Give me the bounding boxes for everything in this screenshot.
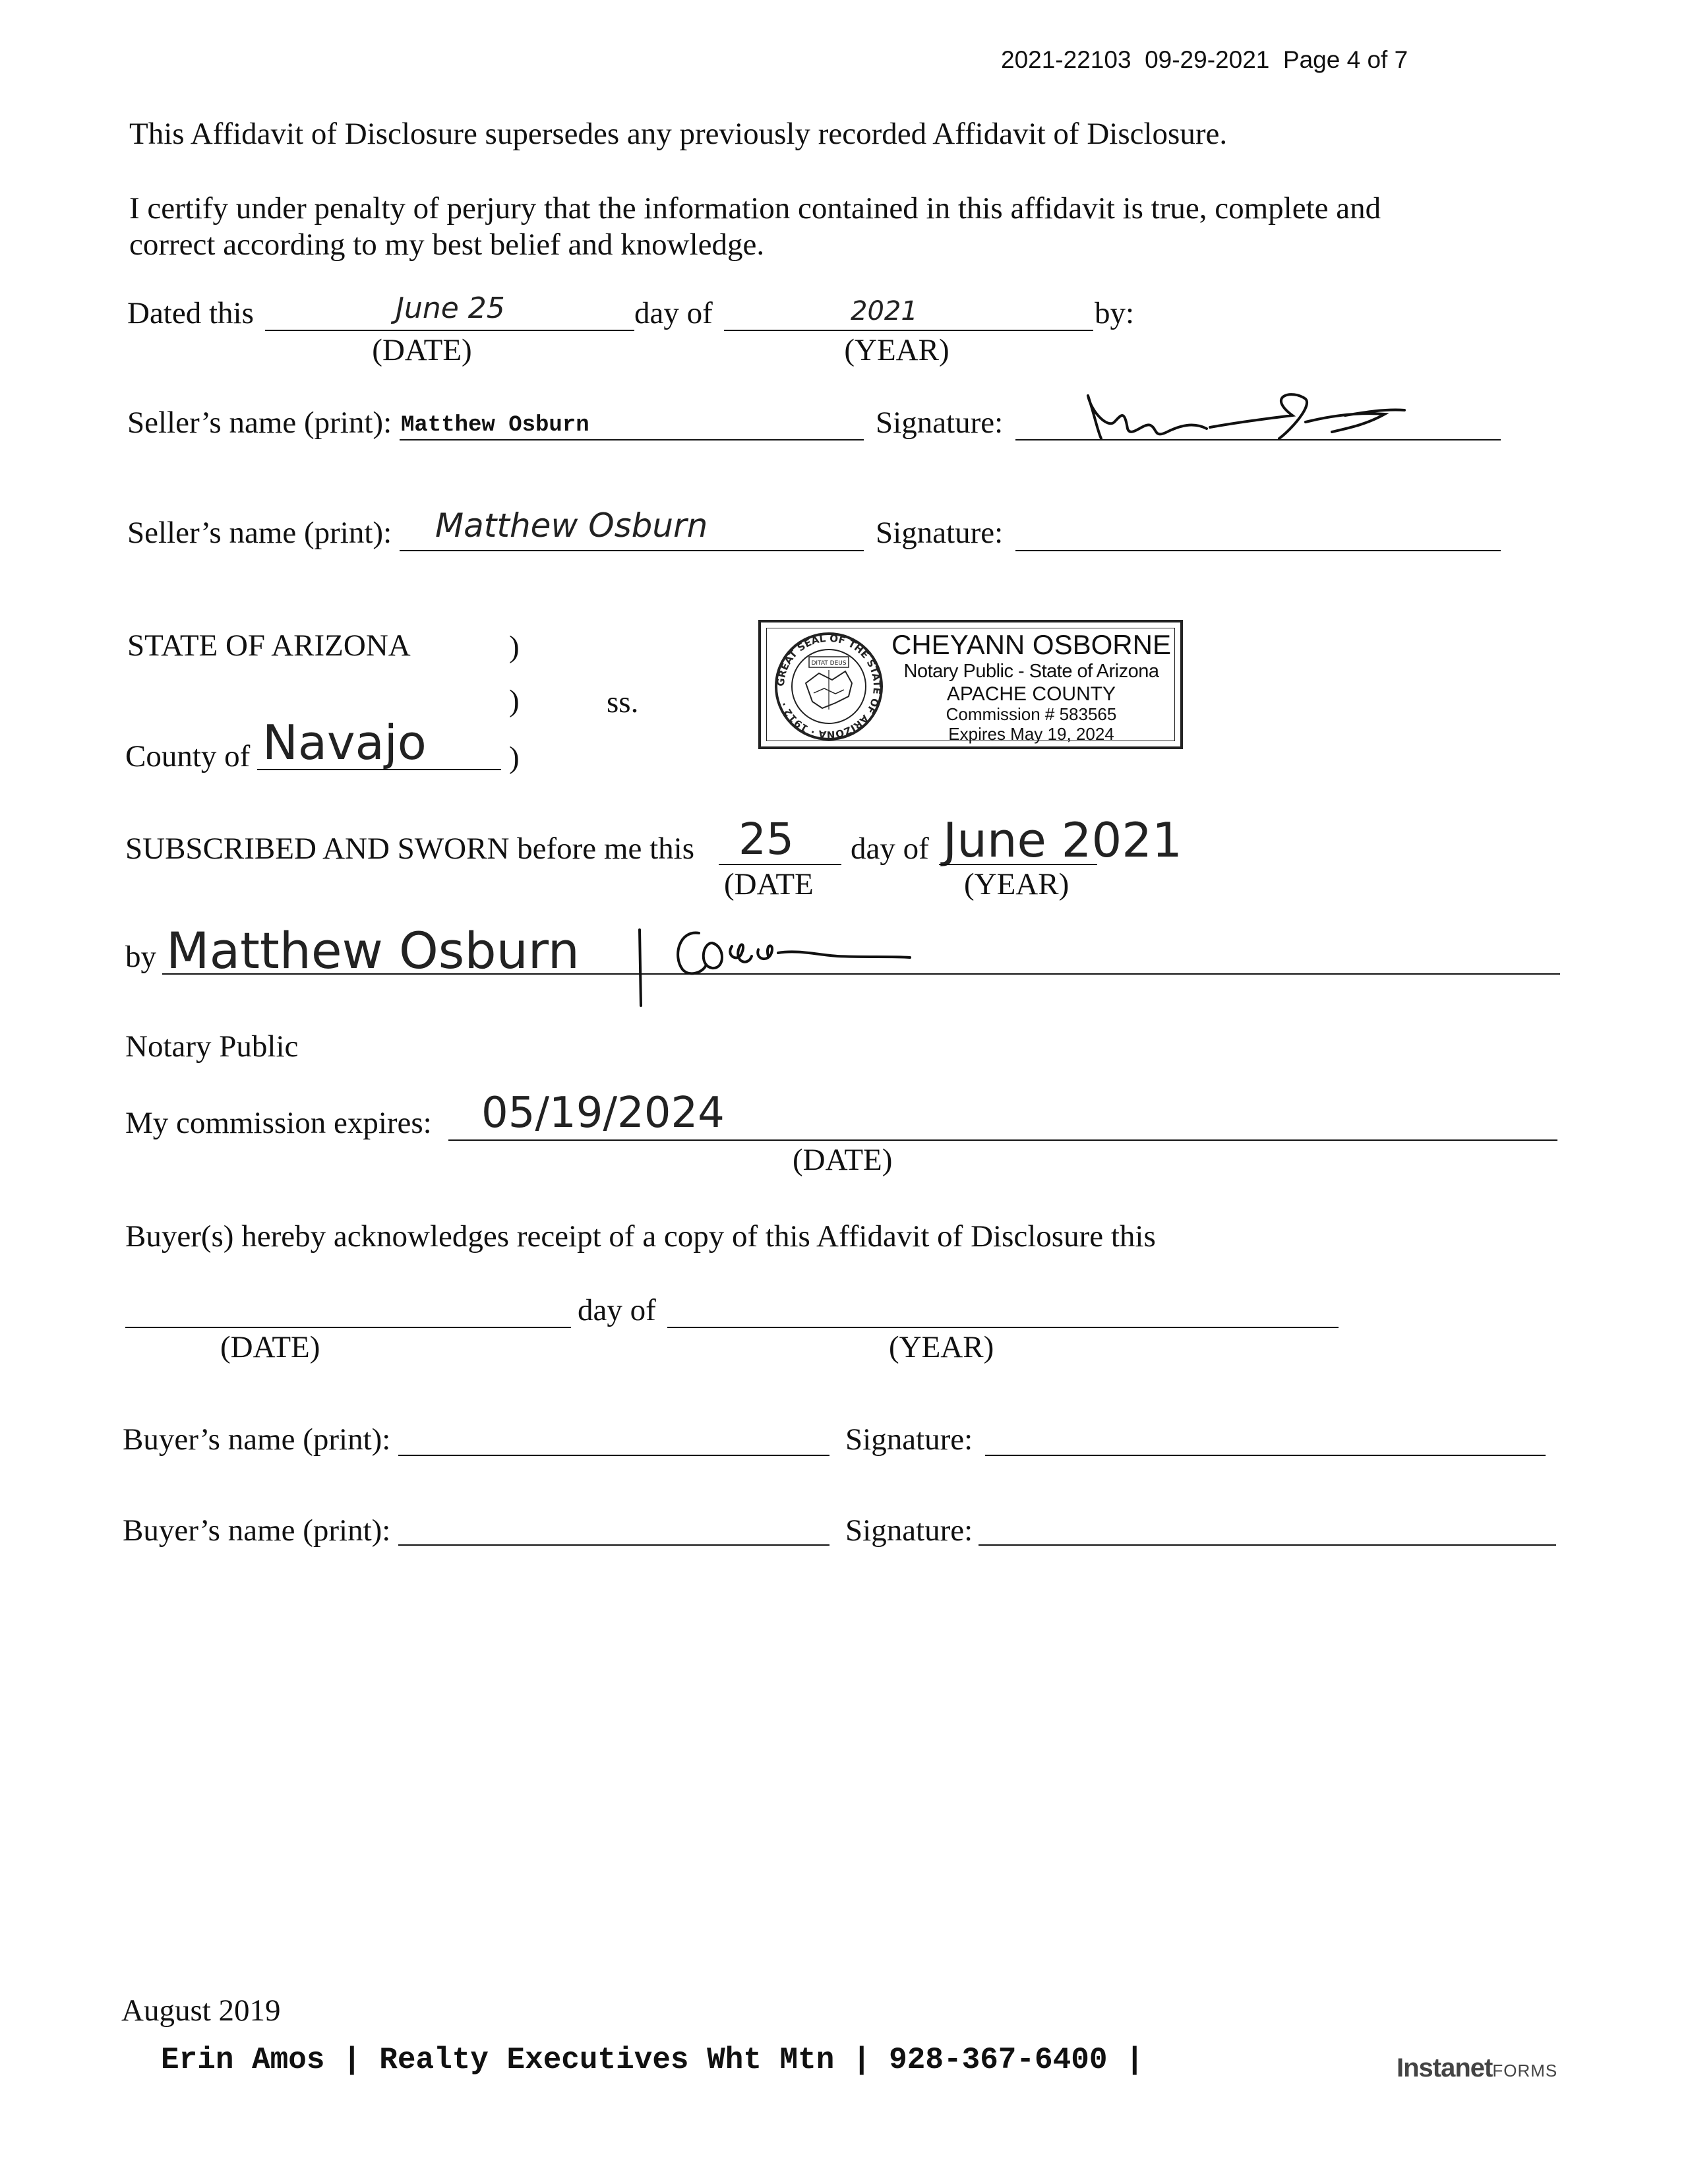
notary-stamp	[758, 620, 1183, 749]
instanet-logo-sub: FORMS	[1492, 2061, 1558, 2080]
seller-2-signature-label: Signature:	[876, 516, 1004, 550]
county-label: County of	[125, 739, 251, 774]
state-seal-icon	[773, 630, 885, 743]
buyer-ack-date-line	[125, 1327, 571, 1328]
venue-paren-1: )	[509, 630, 520, 664]
commission-date-caption: (DATE)	[793, 1143, 893, 1177]
seller-1-signature-label: Signature:	[876, 406, 1004, 440]
buyer-2-name-line	[398, 1544, 829, 1546]
buyer-1-name-line	[398, 1455, 829, 1456]
seller-1-name-value: Matthew Osburn	[401, 413, 589, 438]
stamp-title: Notary Public - State of Arizona	[903, 661, 1159, 682]
buyer-ack-text: Buyer(s) hereby acknowledges receipt of a copy of this Affidavit of Disclosure this	[125, 1219, 1156, 1254]
seller-2-name-line	[400, 550, 864, 551]
ss-label: ss.	[607, 685, 639, 719]
sworn-date-caption: (DATE	[724, 867, 814, 901]
sworn-by-label: by	[125, 940, 156, 974]
seller-1-name-line	[400, 439, 864, 440]
svg-text:DITAT DEUS: DITAT DEUS	[811, 660, 847, 667]
sworn-month-year-value: June 2021	[943, 812, 1182, 868]
dated-year-line	[724, 330, 1093, 331]
certify-statement-line-1: I certify under penalty of perjury that the information contained in this affidavit is true, complete and	[129, 191, 1381, 226]
dated-date-caption: (DATE)	[372, 333, 472, 367]
sworn-year-caption: (YEAR)	[964, 867, 1070, 901]
buyer-2-signature-line	[979, 1544, 1556, 1546]
buyer-1-signature-label: Signature:	[845, 1422, 973, 1457]
stamp-commission: Commission # 583565	[946, 704, 1117, 724]
dated-day-of-label: day of	[634, 296, 713, 330]
commission-expires-value: 05/19/2024	[481, 1089, 725, 1138]
seller-2-name-label: Seller’s name (print):	[127, 516, 392, 550]
svg-text:GREAT SEAL OF THE STATE OF ARI: GREAT SEAL OF THE STATE OF ARIZONA · 1912 ·	[774, 632, 884, 741]
supersede-statement: This Affidavit of Disclosure supersedes any previously recorded Affidavit of Disclosure.	[129, 117, 1228, 151]
venue-paren-2: )	[509, 684, 520, 718]
dated-by-label: by:	[1095, 296, 1135, 330]
county-line	[257, 769, 501, 770]
seller-1-name-label: Seller’s name (print):	[127, 406, 392, 440]
buyer-ack-year-line	[667, 1327, 1339, 1328]
buyer-ack-year-caption: (YEAR)	[889, 1330, 994, 1364]
buyer-ack-date-caption: (DATE)	[220, 1330, 320, 1364]
stamp-expires: Expires May 19, 2024	[948, 724, 1114, 744]
stamp-name: CHEYANN OSBORNE	[891, 629, 1171, 660]
commission-expires-label: My commission expires:	[125, 1106, 432, 1140]
agent-line: Erin Amos | Realty Executives Wht Mtn | 928-367-6400 |	[161, 2043, 1144, 2077]
dated-date-value: June 25	[396, 291, 505, 325]
seller-2-signature-line	[1015, 550, 1501, 551]
stamp-county: APACHE COUNTY	[946, 683, 1116, 705]
form-date: August 2019	[121, 1993, 281, 2028]
buyer-1-signature-line	[985, 1455, 1546, 1456]
instanet-logo	[1397, 2053, 1557, 2083]
venue-paren-3: )	[509, 741, 520, 775]
county-value: Navajo	[262, 715, 427, 770]
buyer-2-signature-label: Signature:	[845, 1513, 973, 1548]
sworn-day-line	[719, 864, 841, 865]
notary-public-label: Notary Public	[125, 1029, 299, 1064]
certify-statement-line-2: correct according to my best belief and knowledge.	[129, 228, 765, 262]
buyer-1-name-label: Buyer’s name (print):	[123, 1422, 391, 1457]
dated-year-value: 2021	[851, 296, 918, 326]
sworn-label: SUBSCRIBED AND SWORN before me this	[125, 832, 694, 866]
sworn-by-value: Matthew Osburn	[166, 921, 580, 980]
document-reference: 2021-22103 09-29-2021 Page 4 of 7	[1001, 46, 1408, 73]
dated-date-line	[265, 330, 634, 331]
seller-2-name-value: Matthew Osburn	[435, 506, 708, 545]
sworn-day-value: 25	[738, 814, 794, 864]
dated-this-label: Dated this	[127, 296, 254, 330]
sworn-year-line	[939, 864, 1097, 865]
seller-1-signature	[1068, 376, 1411, 448]
buyer-2-name-label: Buyer’s name (print):	[123, 1513, 391, 1548]
commission-expires-line	[448, 1139, 1557, 1141]
instanet-logo-main: Instanet	[1397, 2053, 1493, 2082]
dated-year-caption: (YEAR)	[844, 333, 950, 367]
buyer-ack-day-of-label: day of	[578, 1293, 656, 1327]
state-label: STATE OF ARIZONA	[127, 628, 411, 663]
notary-signature	[626, 917, 996, 1009]
sworn-day-of-label: day of	[851, 832, 929, 866]
